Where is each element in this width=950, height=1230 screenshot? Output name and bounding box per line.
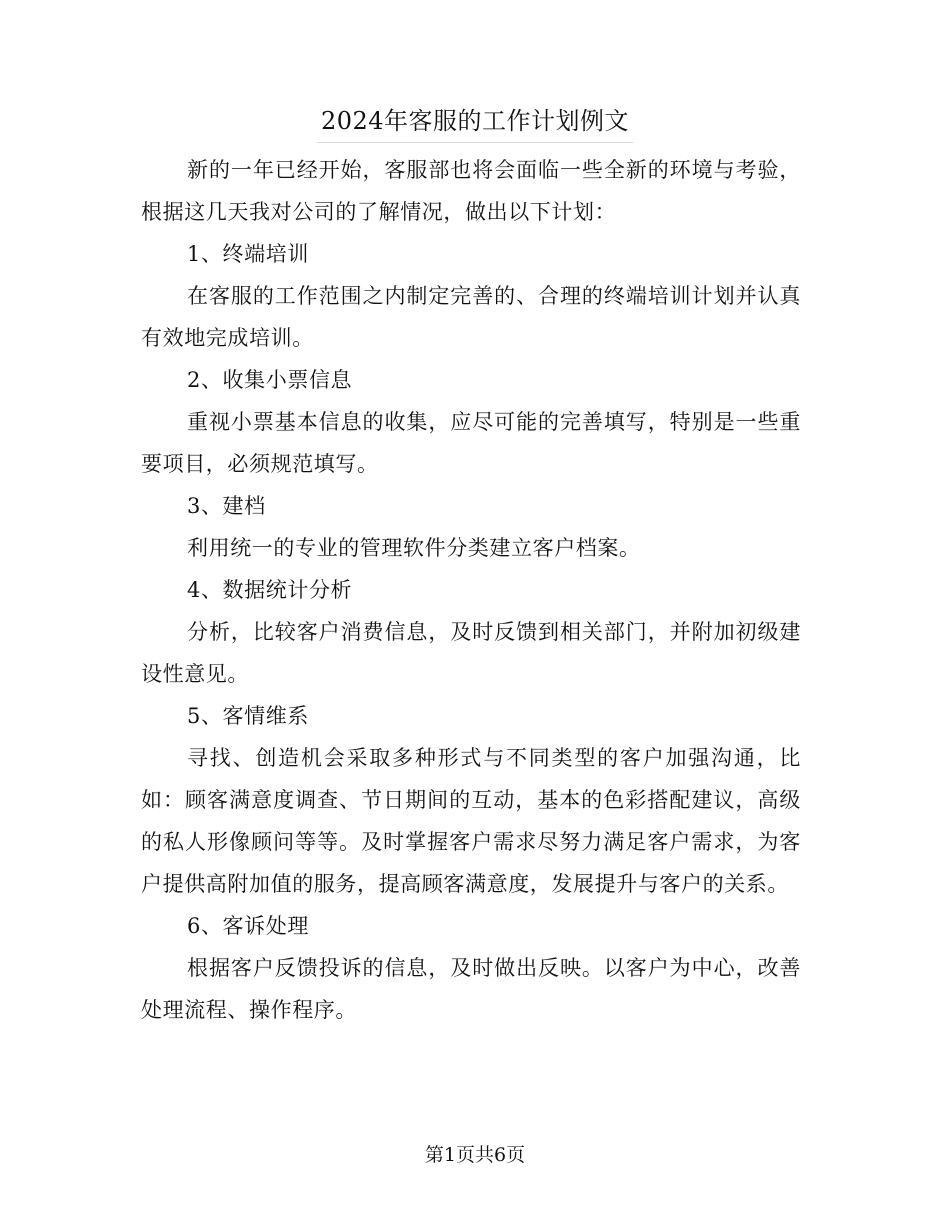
section-heading-6: 6、客诉处理 xyxy=(187,914,309,938)
section-heading-2: 2、收集小票信息 xyxy=(187,368,353,392)
section-body-1: 在客服的工作范围之内制定完善的、合理的终端培训计划并认真有效地完成培训。 xyxy=(141,284,801,350)
section-body-6: 根据客户反馈投诉的信息，及时做出反映。以客户为中心，改善处理流程、操作程序。 xyxy=(141,956,801,1022)
section-heading-5: 5、客情维系 xyxy=(187,704,309,728)
intro-paragraph: 新的一年已经开始，客服部也将会面临一些全新的环境与考验，根据这几天我对公司的了解情况，做出以下计划： xyxy=(141,158,801,224)
section-heading-1: 1、终端培训 xyxy=(187,242,309,266)
section-body-2: 重视小票基本信息的收集，应尽可能的完善填写，特别是一些重要项目，必须规范填写。 xyxy=(141,410,801,476)
page-number-footer: 第1页共6页 xyxy=(424,1144,526,1166)
section-heading-4: 4、数据统计分析 xyxy=(187,578,353,602)
section-body-3: 利用统一的专业的管理软件分类建立客户档案。 xyxy=(187,536,641,560)
document-body xyxy=(141,149,801,1031)
document-title: 2024年客服的工作计划例文 xyxy=(317,100,633,143)
title-container xyxy=(0,100,950,143)
section-body-5: 寻找、创造机会采取多种形式与不同类型的客户加强沟通，比如：顾客满意度调查、节日期间的互动，基本的色彩搭配建议，高级的私人形像顾问等等。及时掌握客户需求尽努力满足客户需求，为客户提供高附加值的服务，提高顾客满意度，发展提升与客户的关系。 xyxy=(141,746,801,896)
section-body-4: 分析，比较客户消费信息，及时反馈到相关部门，并附加初级建设性意见。 xyxy=(141,620,801,686)
section-heading-3: 3、建档 xyxy=(187,494,266,518)
